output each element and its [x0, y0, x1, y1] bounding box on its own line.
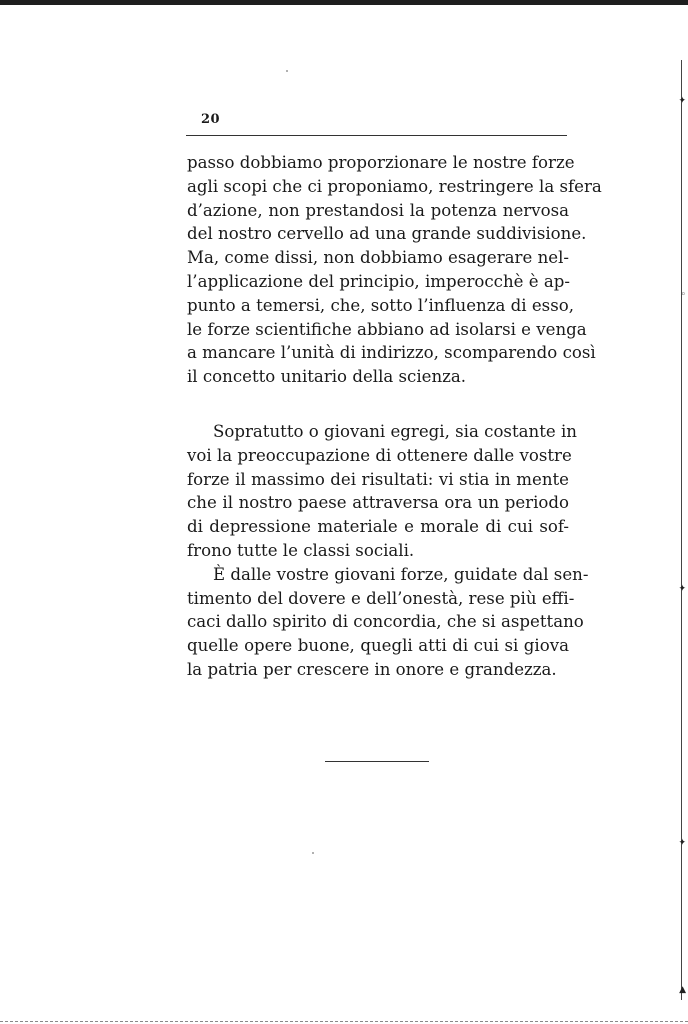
text-line: frono tutte le classi sociali.: [187, 540, 415, 560]
text-line: agli scopi che ci proponiamo, restringere la sfera: [187, 176, 602, 196]
scan-edge-mark: ✦: [678, 584, 686, 594]
text-line: quelle opere buone, quegli atti di cui si giova: [187, 636, 569, 656]
text-line: di depressione materiale e morale di cui sof-: [187, 517, 569, 537]
text-line: il concetto unitario della scienza.: [187, 367, 467, 387]
text-line: passo dobbiamo proporzionare le nostre forze: [187, 153, 575, 172]
scan-edge-mark: ▲: [679, 985, 686, 995]
scan-speck: [286, 70, 288, 72]
text-line: caci dallo spirito di concordia, che si aspettano: [187, 612, 584, 632]
text-line: del nostro cervello ad una grande suddivisione.: [187, 224, 587, 244]
text-line: la patria per crescere in onore e grandezza.: [187, 659, 557, 679]
text-line: timento del dovere e dell’onestà, rese più effi-: [187, 588, 575, 608]
text-line: Sopratutto o giovani egregi, sia costante in: [213, 422, 577, 441]
paragraph-1: [187, 151, 602, 389]
paragraph-2: [187, 420, 589, 682]
text-line: che il nostro paese attraversa ora un periodo: [187, 493, 569, 513]
scan-right-edge: [681, 60, 682, 1000]
text-line: d’azione, non prestandosi la potenza nervosa: [187, 200, 569, 220]
scan-edge-mark: ✦: [678, 96, 686, 106]
scan-speck: [312, 852, 314, 854]
end-rule: [325, 761, 429, 762]
text-line: forze il massimo dei risultati: vi stia in mente: [187, 469, 569, 489]
text-line: voi la preoccupazione di ottenere dalle vostre: [187, 445, 572, 465]
text-line: punto a temersi, che, sotto l’influenza di esso,: [187, 295, 574, 315]
scan-bottom-edge: [0, 1020, 688, 1022]
text-line: l’applicazione del principio, imperocchè è ap-: [187, 271, 570, 291]
header-rule: [186, 135, 567, 136]
text-line: a mancare l’unità di indirizzo, scomparendo così: [187, 343, 596, 363]
scan-edge-mark: ◦: [680, 290, 686, 300]
page-number: 20: [201, 112, 221, 127]
text-line: È dalle vostre giovani forze, guidate dal sen-: [213, 564, 589, 584]
scan-edge-mark: ✦: [678, 838, 686, 848]
text-line: Ma, come dissi, non dobbiamo esagerare nel-: [187, 248, 570, 268]
text-line: le forze scientifiche abbiano ad isolarsi e venga: [187, 319, 587, 339]
scan-top-border: [0, 0, 688, 5]
